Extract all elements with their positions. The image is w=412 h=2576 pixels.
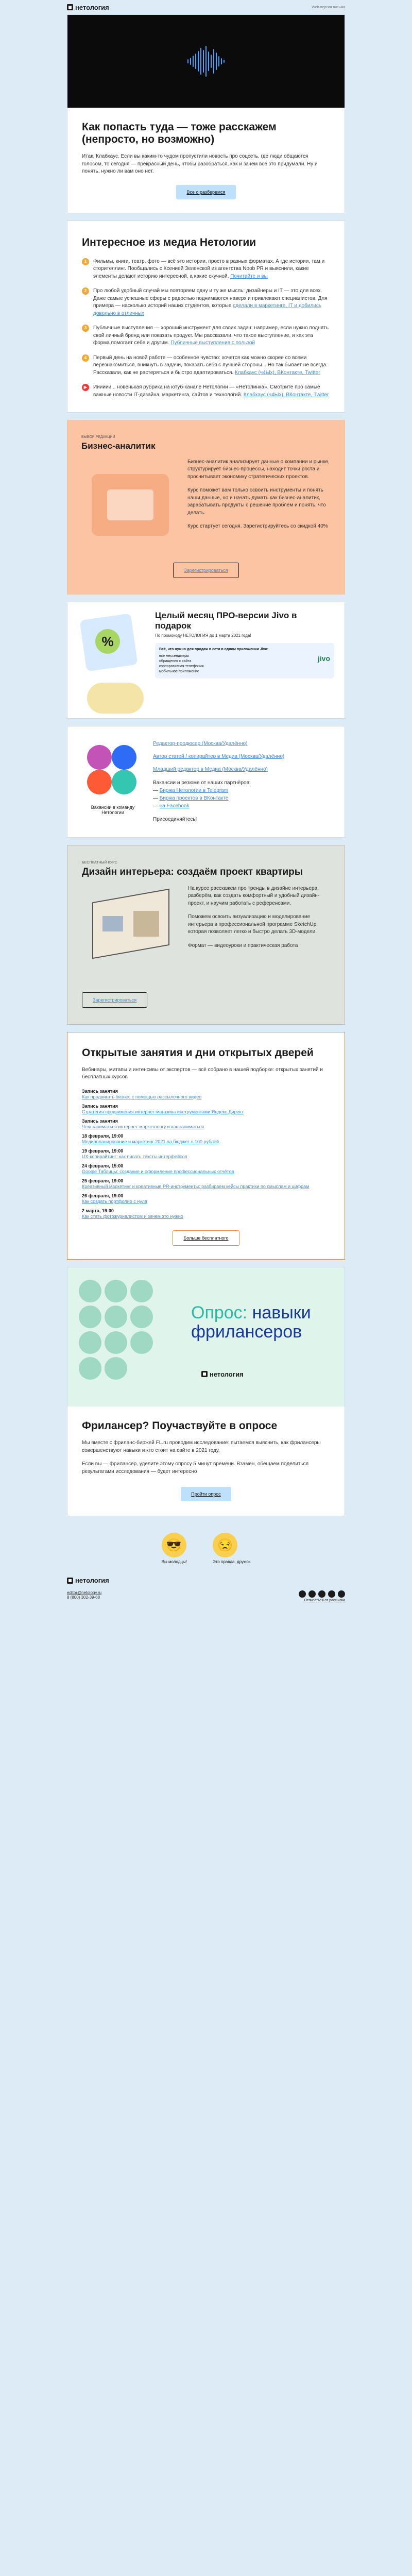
survey-button[interactable]: Пройти опрос <box>181 1487 231 1501</box>
vacancies-illustration <box>82 740 144 802</box>
more-free-button[interactable]: Больше бесплатного <box>173 1230 239 1246</box>
number-badge-icon: 1 <box>82 258 89 265</box>
event-date: Запись занятия <box>82 1103 118 1109</box>
event-item <box>82 1133 330 1144</box>
event-date: Запись занятия <box>82 1088 118 1094</box>
event-date: 25 февраля, 19:00 <box>82 1178 124 1183</box>
event-date: 24 февраля, 15:00 <box>82 1163 124 1168</box>
banner-brand-name: нетология <box>210 1370 244 1378</box>
vacancy-link[interactable]: Младший редактор в Медиа (Москва/Удалённо) <box>153 766 268 772</box>
feedback-bad-label: Это правда, дружок <box>212 1560 251 1565</box>
media-item-link[interactable]: Почитайте и вы <box>230 273 268 279</box>
media-item <box>82 258 330 281</box>
media-item-text: Ииииии... новенькая рубрика на ютуб-канале Нетологии — «Нетолинка». Смотрите про самые важные новости IT-дизайна, маркетинга, сайтов и технологий. <box>93 384 320 398</box>
freelance-survey-card <box>67 1267 345 1516</box>
telegram-icon[interactable] <box>299 1590 306 1598</box>
feedback-good[interactable] <box>162 1533 187 1564</box>
feedback-bad[interactable] <box>213 1533 250 1564</box>
feedback-row <box>67 1523 345 1577</box>
event-link[interactable]: Как стать фотожурналистом и зачем это нужно <box>82 1213 183 1219</box>
media-item-link[interactable]: Клабхаус (ч4Ых), ВКонтакте, Twitter <box>243 392 329 398</box>
youtube-icon[interactable] <box>328 1590 335 1598</box>
jivo-promo: По промокоду НЕТОЛОГИЯ до 1 марта 2021 года! <box>155 633 251 638</box>
youtube-play-icon: ▶ <box>82 384 89 391</box>
media-item-text: Фильмы, книги, театр, фото — всё это истории, просто в разных форматах. А где истории, там и сторителлинг. Пообщались с Ксенией Зеленской из агентства Noob PR и выяснили, какие элементы делают историю интересной, а какие скучной. <box>93 258 325 279</box>
interior-p1: На курсе расскажем про тренды в дизайне интерьера, разберём, как создать комфортный и удобный дизайн-проект, и научим работать с референсами. <box>188 885 320 906</box>
media-title: Интересное из медиа Нетологии <box>82 236 256 248</box>
media-item <box>82 384 330 399</box>
footer-brand-name: нетология <box>75 1577 109 1585</box>
event-link[interactable]: Креативный маркетинг и креативные PR-инструменты: разбираем кейсы практики по смыслам и цифрам <box>82 1183 310 1189</box>
event-link[interactable]: Стратегия продвижения интернет-магазина инструментами Яндекс.Директ <box>82 1109 244 1114</box>
jivo-banner[interactable] <box>67 602 345 719</box>
footer <box>67 1586 345 1606</box>
event-link[interactable]: UX-копирайтинг: как писать тексты интерфейсов <box>82 1154 187 1159</box>
media-item <box>82 287 330 317</box>
netology-logo-icon <box>201 1371 208 1377</box>
partners-text: Вакансии и резюме от наших партнёров: <box>153 779 251 786</box>
interior-p3: Формат — видеоуроки и практическая работа <box>188 942 298 948</box>
jivo-logo: jivo <box>317 654 330 663</box>
percent-icon: % <box>95 629 120 654</box>
banner-title-rest: навыки фрилансеров <box>191 1302 311 1342</box>
media-item <box>82 354 330 377</box>
brand-logo[interactable] <box>67 4 109 11</box>
event-item <box>82 1104 330 1114</box>
web-version-link[interactable]: Web-версия письма <box>312 5 345 9</box>
partner-link[interactable]: на Facebook <box>159 803 190 809</box>
feature-item: обращения с сайта <box>159 659 192 664</box>
brand-name: нетология <box>75 3 109 11</box>
netology-logo-icon <box>67 4 73 10</box>
event-link[interactable]: Как продвигать бизнес с помощью рассылочного видео <box>82 1094 202 1099</box>
media-item-text: Про любой удобный случай мы повторяем одну и ту же мысль: дизайнеры и IT — это для всех. Даже самые успешные сферы с радостью поднимаются наверх и привлекают специалистов. Для примера — насколько историй наших студентов, которые <box>93 288 328 309</box>
interior-register-button[interactable]: Зарегистрироваться <box>82 992 147 1008</box>
event-date: Запись занятия <box>82 1118 118 1124</box>
analyst-p3: Курс стартует сегодня. Зарегистрируйтесь со скидкой 40% <box>187 523 328 530</box>
survey-banner <box>67 1267 345 1406</box>
jivo-title: Целый месяц ПРО-версии Jivo в подарок <box>155 610 297 631</box>
instagram-icon[interactable] <box>338 1590 345 1598</box>
events-card <box>67 1032 345 1260</box>
number-badge-icon: 4 <box>82 354 89 362</box>
vacancy-link[interactable]: Редактор-продюсер (Москва/Удалённо) <box>153 740 248 747</box>
media-item-link[interactable]: Клабхаус (ч4Ых), ВКонтакте, Twitter <box>234 369 320 376</box>
events-intro: Вебинары, митапы и интенсивы от экспертов — всё собрано в нашей подборке: открытых занятий и бесплатных курсов <box>82 1066 323 1080</box>
media-item-link[interactable]: сделали в маркетинге, IT и добились довольно в отличных <box>93 303 322 316</box>
vacancy-link[interactable]: Автор статей / копирайтер в Медиа (Москва/Удалённо) <box>153 753 285 759</box>
number-badge-icon: 2 <box>82 287 89 295</box>
event-link[interactable]: Как создать портфолио с нуля <box>82 1198 147 1204</box>
event-date: 26 февраля, 19:00 <box>82 1193 124 1198</box>
footer-brand <box>67 1577 345 1584</box>
sad-emoji-icon: 😒 <box>213 1533 237 1557</box>
survey-p1: Мы вместе с фриланс-биржей FL.ru проводим исследование: пытаемся выяснить, как фрилансеры совершенствуют навыки и кто стоит на сайте в 2021 году. <box>82 1440 321 1453</box>
jivo-features-box <box>155 643 334 679</box>
event-item <box>82 1163 330 1174</box>
hero-button[interactable]: Все о разберемся <box>176 185 235 199</box>
analyst-illustration <box>81 459 179 551</box>
email-header <box>67 0 345 14</box>
event-item <box>82 1208 330 1219</box>
analyst-card <box>67 420 345 595</box>
media-item-text: Первый день на новой работе — особенное чувство: хочется как можно скорее со всеми перезнакомиться, вникнуть в задачи, показать себя с лучшей стороны... Но так бывает не всегда. Рассказали, как не растеряться и быстро адаптироваться. <box>93 354 328 376</box>
event-date: 19 февраля, 19:00 <box>82 1148 124 1154</box>
banner-brand <box>201 1370 244 1378</box>
survey-title: Фрилансер? Поучаствуйте в опросе <box>82 1419 278 1432</box>
analyst-title: Бизнес-аналитик <box>81 441 156 451</box>
event-link[interactable]: Google Таблицы: создание и оформление профессиональных отчётов <box>82 1168 234 1174</box>
unsubscribe-link[interactable]: Отписаться от рассылки <box>304 1599 345 1603</box>
survey-p2: Если вы — фрилансер, уделите этому опросу 5 минут времени. Взамен, обещаем поделиться результатами исследования — будет интересно <box>82 1461 309 1475</box>
vacancies-caption: Вакансии в команду Нетологии <box>91 804 135 815</box>
interior-p2: Поможем освоить визуализацию и моделирование интерьера в профессиональной программе SketchUp, которая позволяет легко и быстро делать 3D-модели. <box>188 914 318 935</box>
hero-card <box>67 14 345 213</box>
events-title: Открытые занятия и дни открытых дверей <box>82 1046 314 1059</box>
jivo-box-title: Всё, что нужно для продаж в сети в одном приложении Jivo: <box>159 647 269 651</box>
feedback-good-label: Вы молодцы! <box>161 1560 187 1565</box>
vk-icon[interactable] <box>308 1590 316 1598</box>
event-item <box>82 1148 330 1159</box>
feature-item: все мессенджеры <box>159 654 190 658</box>
event-date: 2 марта, 19:00 <box>82 1208 114 1213</box>
join-text: Присоединяйтесь! <box>153 817 197 823</box>
media-card <box>67 221 345 413</box>
event-item <box>82 1089 330 1099</box>
vacancies-card: Вакансии в команду Нетологии Редактор-продюсер (Москва/Удалённо) Автор статей / копирайтер в Медиа (Москва/Удалённо) Младший редактор в Медиа (Москва/Удалённо) Вакансии и резюме от наших партнёров: — Биржа Нетологии в Telegram — Биржа проектов в ВКонтакте — на Facebook Присоединяйтесь! <box>67 726 345 838</box>
feature-item: корпоративная телефония <box>159 665 204 669</box>
analyst-p1: Бизнес-аналитик анализирует данные о компании и рынке, структурирует бизнес-процессы, находит точки роста и просчитывает экономику стратегических проектов. <box>187 459 330 480</box>
event-link[interactable]: Чем заниматься интернет-маркетологу и как заниматься <box>82 1124 204 1129</box>
media-item <box>82 325 330 347</box>
hero-waveform-image <box>67 15 345 108</box>
event-link[interactable]: Медиапланирование и маркетинг 2021 на бюджет в 100 рублей <box>82 1139 219 1144</box>
media-item-link[interactable]: Публичные выступления с пользой <box>170 340 255 346</box>
interior-title: Дизайн интерьера: создаём проект квартиры <box>82 866 303 877</box>
footer-email[interactable]: editor@netology.ru <box>67 1590 102 1596</box>
social-icons <box>299 1590 345 1598</box>
feature-item: мобильное приложение <box>159 669 199 673</box>
analyst-p2: Курс поможет вам только освоить инструменты и понять наши данные, но и начать думать как бизнес-аналитик, зарабатывать продукты с решение проблем и понять, что делать. <box>187 487 326 516</box>
event-item <box>82 1118 330 1129</box>
sound-wave-icon <box>187 46 225 77</box>
cool-emoji-icon: 😎 <box>162 1533 186 1557</box>
number-badge-icon: 3 <box>82 325 89 332</box>
jivo-illustration <box>78 611 150 710</box>
hero-title: Как попасть туда — тоже расскажем (непросто, но возможно) <box>82 121 277 146</box>
banner-title-accent: Опрос: <box>191 1302 248 1323</box>
partner-link[interactable]: Биржа Нетологии в Telegram <box>159 788 229 794</box>
event-item <box>82 1178 330 1189</box>
event-date: 18 февраля, 19:00 <box>82 1133 124 1139</box>
netology-logo-icon <box>67 1578 73 1584</box>
facebook-icon[interactable] <box>318 1590 325 1598</box>
hero-text: Итак, Клабхаус. Если вы каким-то чудом пропустили новость про соцсеть, где люди общаются голосом, то сегодня — прекрасный день, чтобы разобраться, как и зачем всё это придумали. Ну и понять, нужно ли вам оно нет. <box>82 154 318 175</box>
footer-phone: 8 (800) 302-39-68 <box>67 1595 100 1600</box>
editor-choice-tag: ВЫБОР РЕДАКЦИИ <box>81 435 115 439</box>
media-item-text: Публичные выступления — хороший инструмент для своих задач: например, если нужно поднять свой личный бренд или показать продукт. Мы рассказали, что такое выступление, и как эта форма помогает себе и другим. <box>93 325 329 346</box>
apartment-illustration <box>82 885 180 983</box>
event-item <box>82 1193 330 1204</box>
analyst-register-button[interactable]: Зарегистрироваться <box>173 563 238 578</box>
free-course-tag: БЕСПЛАТНЫЙ КУРС <box>82 860 117 865</box>
partner-link[interactable]: Биржа проектов в ВКонтакте <box>159 795 229 802</box>
interior-course-card <box>67 845 345 1025</box>
